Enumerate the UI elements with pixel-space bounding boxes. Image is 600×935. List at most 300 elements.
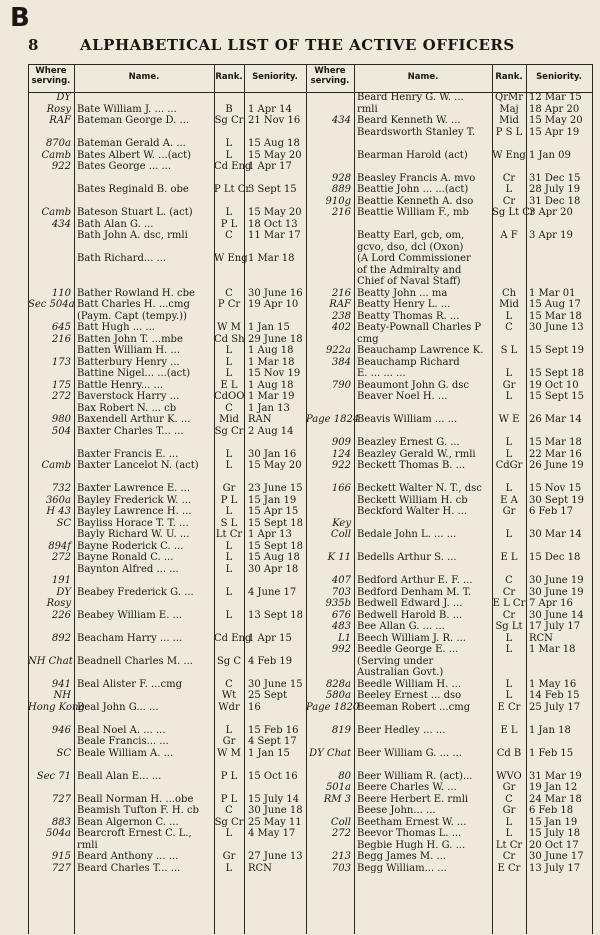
officer-name-cell: Beckett Walter N. T., dsc	[357, 483, 482, 494]
officer-row	[28, 92, 306, 104]
seniority-cell: 1 Apr 13	[248, 529, 292, 540]
where-serving-cell: 941	[51, 678, 71, 690]
officer-name-cell: of the Admiralty and	[357, 264, 462, 276]
officer-name-cell: E. ... ... ...	[357, 368, 406, 379]
where-serving-cell: 501a	[325, 782, 351, 793]
rank-cell: CdGr	[495, 460, 523, 471]
seniority-cell: 1 Apr 17	[248, 161, 292, 172]
rank-cell: L	[225, 448, 233, 460]
officer-name-cell: Batt Charles H. ...cmg	[77, 299, 190, 310]
officer-row	[28, 713, 306, 725]
officer-name-cell: Beech William J. R. ...	[357, 632, 466, 644]
seniority-cell: 15 May 20	[248, 149, 302, 161]
officer-name-cell: Baxendell Arthur K. ...	[77, 414, 191, 425]
rank-cell: E L	[220, 379, 238, 391]
officer-row	[28, 288, 306, 300]
officer-name-cell: Battle Henry... ...	[77, 379, 164, 391]
officer-name-cell: Beall Alan E... ...	[77, 770, 162, 782]
rank-cell: C	[505, 575, 513, 586]
seniority-cell: 1 Feb 15	[529, 747, 574, 759]
officer-name-cell: Bayly Richard W. U. ...	[77, 529, 190, 540]
rank-cell: Gr	[502, 506, 516, 517]
seniority-cell: 2 Aug 14	[248, 425, 294, 437]
officer-name-cell: Beer William G. ... ...	[357, 747, 462, 759]
seniority-cell: 30 Mar 14	[529, 529, 582, 540]
officer-row	[28, 391, 306, 403]
officer-name-cell: Australian Govt.)	[357, 667, 444, 678]
seniority-cell: 13 Sept 18	[248, 609, 303, 621]
rank-header: Rank.	[495, 72, 523, 82]
rank-cell: Gr	[222, 851, 236, 862]
where-serving-cell: 272	[51, 552, 71, 563]
officer-name-cell: Bax Robert N. ... cb	[77, 402, 177, 414]
page-title: ALPHABETICAL LIST OF THE ACTIVE OFFICERS	[80, 36, 515, 54]
seniority-cell: 4 Feb 19	[248, 655, 293, 667]
officer-name-cell: Bedells Arthur S. ...	[357, 552, 457, 563]
officer-name-cell: Bayley Lawrence H. ...	[77, 506, 192, 517]
officer-row	[306, 518, 592, 530]
officer-name-cell: Baverstock Harry ...	[77, 391, 180, 402]
where-serving-cell: 272	[51, 391, 71, 402]
officer-row	[28, 529, 306, 541]
officer-row	[28, 817, 306, 829]
where-serving-cell: 213	[331, 851, 351, 862]
where-serving-cell: L1	[337, 632, 351, 644]
officer-row	[306, 403, 592, 415]
officer-row	[306, 805, 592, 817]
rank-cell: E L	[500, 724, 518, 736]
rank-cell: QrMr	[495, 92, 523, 103]
seniority-cell: 15 July 14	[248, 793, 300, 805]
officer-name-cell: Bates George ... ...	[77, 161, 172, 172]
seniority-cell: 15 Nov 19	[248, 368, 301, 379]
officer-name-cell: Beere Herbert E. rmli	[357, 793, 469, 805]
seniority-cell: 25 July 17	[529, 701, 581, 713]
officer-name-cell: Beard Charles T... ...	[77, 862, 181, 874]
rank-cell: Mid	[499, 115, 519, 126]
seniority-cell: 30 June 13	[529, 322, 584, 333]
where-serving-cell: 935b	[325, 598, 351, 609]
where-serving-cell: 110	[51, 287, 71, 299]
officer-name-cell: Battine Nigel... ...(act)	[77, 368, 191, 379]
officer-name-cell: Bayne Roderick C. ...	[77, 540, 184, 552]
officer-row	[306, 299, 592, 311]
officer-row	[306, 817, 592, 829]
name-header: Name.	[407, 72, 439, 82]
officer-row	[28, 368, 306, 380]
where-serving-cell: H 43	[46, 506, 71, 517]
officer-name-cell: Beabey William E. ...	[77, 609, 183, 621]
officer-row	[306, 713, 592, 725]
officer-row	[28, 587, 306, 599]
seniority-cell: 19 Apr 10	[248, 299, 299, 310]
rank-cell: C	[505, 322, 513, 333]
seniority-cell: RAN	[248, 414, 272, 425]
officer-name-cell: Baxter Lawrence E. ...	[77, 483, 191, 494]
where-serving-cell: 946	[51, 724, 71, 736]
rank-cell: L	[225, 356, 233, 368]
where-serving-cell: 828a	[325, 678, 351, 690]
officer-row	[306, 506, 592, 518]
officer-row	[306, 552, 592, 564]
officer-name-cell: Beasley Francis A. mvo	[357, 172, 476, 184]
officer-name-cell: Bateson Stuart L. (act)	[77, 207, 193, 218]
seniority-cell: 15 Aug 18	[248, 552, 300, 563]
officer-row	[306, 725, 592, 737]
officer-name-cell: cmg	[357, 333, 379, 345]
officer-row	[28, 472, 306, 484]
seniority-cell: 1 Apr 15	[248, 632, 292, 644]
rank-cell: L	[505, 437, 513, 448]
where-serving-cell: 360a	[45, 494, 71, 506]
seniority-cell: 15 Jan 19	[248, 494, 297, 506]
seniority-cell: 1 Jan 09	[529, 149, 571, 161]
officer-name-cell: Beabey Frederick G. ...	[77, 586, 194, 598]
officer-row	[306, 138, 592, 150]
rank-cell: P L	[220, 770, 238, 782]
officer-name-cell: Beard Kenneth W. ...	[357, 115, 461, 126]
seniority-cell: 25 Sept	[248, 690, 288, 701]
seniority-cell: 15 Nov 15	[529, 483, 582, 494]
officer-name-cell: Baxter Charles T... ...	[77, 425, 184, 437]
officer-name-cell: Bearcroft Ernest C. L.,	[77, 828, 192, 839]
rank-cell: WVO	[496, 770, 522, 782]
where-serving-cell: 928	[331, 172, 351, 184]
officer-row	[306, 219, 592, 231]
officer-name-cell: (Paym. Capt (tempy.))	[77, 310, 187, 322]
seniority-cell: 15 Aug 17	[529, 299, 581, 310]
officer-name-cell: Beard Anthony ... ...	[77, 851, 179, 862]
officer-row	[306, 230, 592, 242]
officer-row	[28, 449, 306, 461]
officer-name-cell: Beard Henry G. W. ...	[357, 92, 464, 103]
seniority-cell: 1 Mar 19	[248, 391, 295, 402]
rank-cell: Cd Eng	[214, 632, 252, 644]
rank-cell: P Lt Cr	[214, 184, 251, 195]
rank-cell: L	[505, 483, 513, 494]
officer-row	[28, 161, 306, 173]
officer-row	[28, 506, 306, 518]
seniority-cell: 1 Jan 13	[248, 402, 290, 414]
rank-cell: C	[225, 678, 233, 690]
officer-row	[28, 656, 306, 668]
officer-name-cell: Bayne Ronald C. ...	[77, 552, 174, 563]
where-serving-cell: 819	[331, 724, 351, 736]
seniority-cell: 22 Mar 16	[529, 448, 582, 460]
rank-cell: Lt Cr	[215, 529, 243, 540]
seniority-cell: 1 Aug 18	[248, 379, 294, 391]
where-serving-cell: Page 1820	[306, 701, 360, 713]
officer-row	[306, 92, 592, 104]
where-serving-cell: 434	[51, 218, 71, 230]
rank-cell: Sg Lt Cr	[492, 207, 535, 218]
officer-row	[28, 115, 306, 127]
officer-row	[306, 598, 592, 610]
where-serving-cell: 732	[51, 483, 71, 494]
officer-row	[306, 575, 592, 587]
where-serving-cell: NH	[53, 690, 71, 701]
rank-cell: P L	[220, 494, 238, 506]
officer-row	[306, 679, 592, 691]
officer-row	[28, 610, 306, 622]
where-serving-cell: 402	[331, 322, 351, 333]
officer-row	[306, 380, 592, 392]
where-serving-cell: 922	[331, 460, 351, 471]
where-serving-cell: Rosy	[46, 103, 71, 115]
seniority-cell: 30 June 19	[529, 586, 584, 598]
seniority-cell: 3 Apr 19	[529, 230, 573, 241]
where-serving-cell: 910g	[325, 195, 351, 207]
seniority-cell: 26 June 19	[529, 460, 584, 471]
rank-cell: Cr	[502, 609, 516, 621]
officer-row	[28, 725, 306, 737]
officer-name-cell: Bearman Harold (act)	[357, 149, 468, 161]
officer-name-cell: Bates Albert W. ...(act)	[77, 149, 192, 161]
officer-name-cell: Beaumont John G. dsc	[357, 379, 470, 391]
officer-name-cell: Beckford Walter H. ...	[357, 506, 468, 517]
officer-row	[306, 184, 592, 196]
seniority-cell: 15 May 20	[529, 115, 583, 126]
where-serving-cell: DY	[56, 92, 71, 103]
rank-cell: Cr	[502, 195, 516, 207]
where-serving-cell: 216	[51, 333, 71, 345]
where-serving-cell: Coll	[330, 529, 351, 540]
seniority-cell: 1 Jan 15	[248, 322, 290, 333]
officer-row	[306, 253, 592, 265]
seniority-cell: 15 July 18	[529, 828, 581, 839]
seniority-cell: 23 June 15	[248, 483, 303, 494]
seniority-cell: 3 Sept 15	[248, 184, 297, 195]
officer-name-cell: Beese John... ...	[357, 805, 436, 816]
seniority-cell: 14 Feb 15	[529, 690, 580, 701]
rank-cell: Cr	[502, 851, 516, 862]
officer-name-cell: Batten William H. ...	[77, 345, 181, 356]
officer-row	[28, 518, 306, 530]
officer-row	[306, 840, 592, 852]
officer-row	[28, 265, 306, 277]
rank-cell: S L	[500, 345, 518, 356]
where-serving-cell: 580a	[325, 690, 351, 701]
officer-name-cell: Bates Reginald B. obe	[77, 184, 189, 195]
rank-cell: C	[505, 793, 513, 805]
rank-cell: L	[225, 345, 233, 356]
seniority-cell: 15 Jan 19	[529, 816, 578, 828]
officer-row	[306, 276, 592, 288]
officer-row	[306, 621, 592, 633]
officer-name-cell: (A Lord Commissioner	[357, 253, 471, 264]
seniority-cell: 4 Sept 17	[248, 736, 297, 747]
officer-row	[306, 587, 592, 599]
officer-row	[28, 460, 306, 472]
officer-name-cell: Beale Francis... ...	[77, 736, 169, 747]
seniority-cell: 1 Jan 18	[529, 724, 571, 736]
officer-row	[306, 334, 592, 346]
officer-row	[28, 575, 306, 587]
officer-name-cell: Beal Alister F. ...cmg	[77, 678, 183, 690]
officer-row	[28, 495, 306, 507]
officer-row	[28, 357, 306, 369]
rank-cell: L	[225, 609, 233, 621]
officer-row	[28, 851, 306, 863]
officer-name-cell: Bateman Gerald A. ...	[77, 138, 186, 149]
rank-cell: L	[225, 460, 233, 471]
officer-name-cell: Beal John G... ...	[77, 701, 159, 713]
officer-row	[306, 690, 592, 702]
officer-name-cell: Beavis William ... ...	[357, 414, 458, 425]
officer-row	[306, 460, 592, 472]
officer-name-cell: Batt Hugh ... ...	[77, 322, 155, 333]
officer-row	[306, 322, 592, 334]
right-column	[306, 92, 592, 874]
rank-cell: W Eng	[214, 253, 248, 264]
rank-cell: L	[505, 184, 513, 195]
officer-row	[306, 368, 592, 380]
officer-name-cell: Beauchamp Lawrence K.	[357, 345, 484, 356]
officer-name-cell: Bayliss Horace T. T. ...	[77, 517, 189, 529]
officer-row	[306, 748, 592, 760]
officer-row	[28, 840, 306, 852]
officer-name-cell: Beedle William H. ...	[357, 678, 462, 690]
rank-cell: Cr	[502, 172, 516, 184]
seniority-cell: 3 Apr 20	[529, 207, 573, 218]
officer-row	[306, 391, 592, 403]
officer-name-cell: Beer Hedley ... ...	[357, 724, 446, 736]
seniority-cell: 30 June 19	[529, 575, 584, 586]
seniority-cell: 1 Mar 18	[248, 253, 295, 264]
officer-row	[306, 667, 592, 679]
seniority-cell: 15 Sept 18	[529, 368, 584, 379]
where-serving-cell: 483	[331, 621, 351, 632]
where-serving-cell: 676	[331, 609, 351, 621]
seniority-cell: 12 Mar 15	[529, 92, 582, 103]
where-serving-cell: 790	[331, 379, 351, 391]
rank-cell: E Cr	[497, 701, 521, 713]
officer-row	[306, 150, 592, 162]
officer-name-cell: Beacham Harry ... ...	[77, 632, 183, 644]
rank-cell: L	[225, 138, 233, 149]
rank-cell: L	[505, 529, 513, 540]
seniority-cell: 30 June 18	[248, 805, 303, 816]
rank-cell: Cd Sh	[214, 333, 245, 345]
officer-row	[28, 564, 306, 576]
seniority-cell: 4 May 17	[248, 828, 296, 839]
rank-cell: E A	[500, 494, 518, 506]
where-serving-cell: 909	[331, 437, 351, 448]
seniority-cell: 15 May 20	[248, 207, 302, 218]
rank-cell: L	[505, 690, 513, 701]
officer-row	[28, 748, 306, 760]
rank-cell: L	[505, 644, 513, 655]
officer-name-cell: Baxter Lancelot N. (act)	[77, 460, 199, 471]
rank-cell: Wt	[221, 690, 237, 701]
officer-row	[28, 230, 306, 242]
seniority-cell: 11 Mar 17	[248, 230, 301, 241]
seniority-cell: 24 Mar 18	[529, 793, 582, 805]
officer-row	[28, 207, 306, 219]
seniority-cell: 1 Aug 18	[248, 345, 294, 356]
officer-name-cell: Bath John A. dsc, rmli	[77, 230, 188, 241]
officer-row	[28, 679, 306, 691]
officer-row	[306, 207, 592, 219]
officer-row	[306, 851, 592, 863]
rank-cell: L	[505, 368, 513, 379]
where-serving-cell: 727	[51, 862, 71, 874]
rank-cell: E Cr	[497, 862, 521, 874]
officer-row	[306, 782, 592, 794]
officer-row	[28, 771, 306, 783]
seniority-cell: 4 June 17	[248, 586, 297, 598]
officer-name-cell: Beamish Tufton F. H. cb	[77, 805, 199, 816]
officer-name-cell: Chief of Naval Staff)	[357, 276, 461, 287]
officer-name-cell: Beadnell Charles M. ...	[77, 655, 193, 667]
rank-cell: L	[505, 632, 513, 644]
officer-name-cell: Bath Alan G. ...	[77, 218, 154, 230]
officer-row	[306, 426, 592, 438]
seniority-cell: 29 June 18	[248, 333, 303, 345]
officer-row	[28, 736, 306, 748]
officer-row	[306, 196, 592, 208]
officer-name-cell: Bedale John L. ... ...	[357, 529, 457, 540]
officer-row	[28, 437, 306, 449]
officer-row	[28, 299, 306, 311]
officer-row	[28, 598, 306, 610]
rank-cell: Gr	[502, 805, 516, 816]
where-serving-cell: 892	[51, 632, 71, 644]
rank-cell: L	[505, 828, 513, 839]
officer-name-cell: Beere Charles W. ...	[357, 782, 457, 793]
officer-row	[306, 115, 592, 127]
officer-name-cell: Beeley Ernest ... dso	[357, 690, 462, 701]
officer-row	[28, 311, 306, 323]
officer-row	[28, 345, 306, 357]
rank-cell: E L Cr	[492, 598, 526, 609]
officer-name-cell: Beeman Robert ...cmg	[357, 701, 471, 713]
rank-cell: L	[225, 828, 233, 839]
officer-row	[306, 311, 592, 323]
officer-row	[28, 276, 306, 288]
rank-cell: Gr	[502, 379, 516, 391]
officer-row	[28, 805, 306, 817]
rank-cell: C	[225, 287, 233, 299]
seniority-cell: 30 June 15	[248, 678, 303, 690]
where-serving-cell: 80	[338, 770, 351, 782]
officer-name-cell: gcvo, dso, dcl (Oxon)	[357, 241, 464, 253]
officer-name-cell: Beazley Ernest G. ...	[357, 437, 460, 448]
where-serving-cell: 272	[331, 828, 351, 839]
rank-cell: CdOO	[214, 391, 245, 402]
where-serving-cell: RAF	[49, 115, 71, 126]
officer-name-cell: Bedford Denham M. T.	[357, 586, 472, 598]
officer-row	[306, 414, 592, 426]
where-serving-cell: 703	[331, 862, 351, 874]
officer-name-cell: Batterbury Henry ...	[77, 356, 180, 368]
where-serving-cell: 922a	[325, 345, 351, 356]
officer-row	[28, 483, 306, 495]
where-serving-cell: 216	[331, 207, 351, 218]
officer-name-cell: rmli	[357, 103, 378, 115]
name-header: Name.	[128, 72, 160, 82]
where-serving-cell: Rosy	[46, 598, 71, 609]
officer-name-cell: Bedwell Edward J. ...	[357, 598, 463, 609]
rank-cell: L	[505, 448, 513, 460]
rank-cell: L	[225, 149, 233, 161]
where-serving-cell: 894f	[48, 540, 71, 552]
where-serving-cell: Sec 71	[36, 770, 71, 782]
officer-name-cell: Beer William R. (act)...	[357, 770, 473, 782]
seniority-cell: 6 Feb 17	[529, 506, 574, 517]
seniority-cell: 1 Mar 18	[529, 644, 576, 655]
officer-row	[28, 150, 306, 162]
